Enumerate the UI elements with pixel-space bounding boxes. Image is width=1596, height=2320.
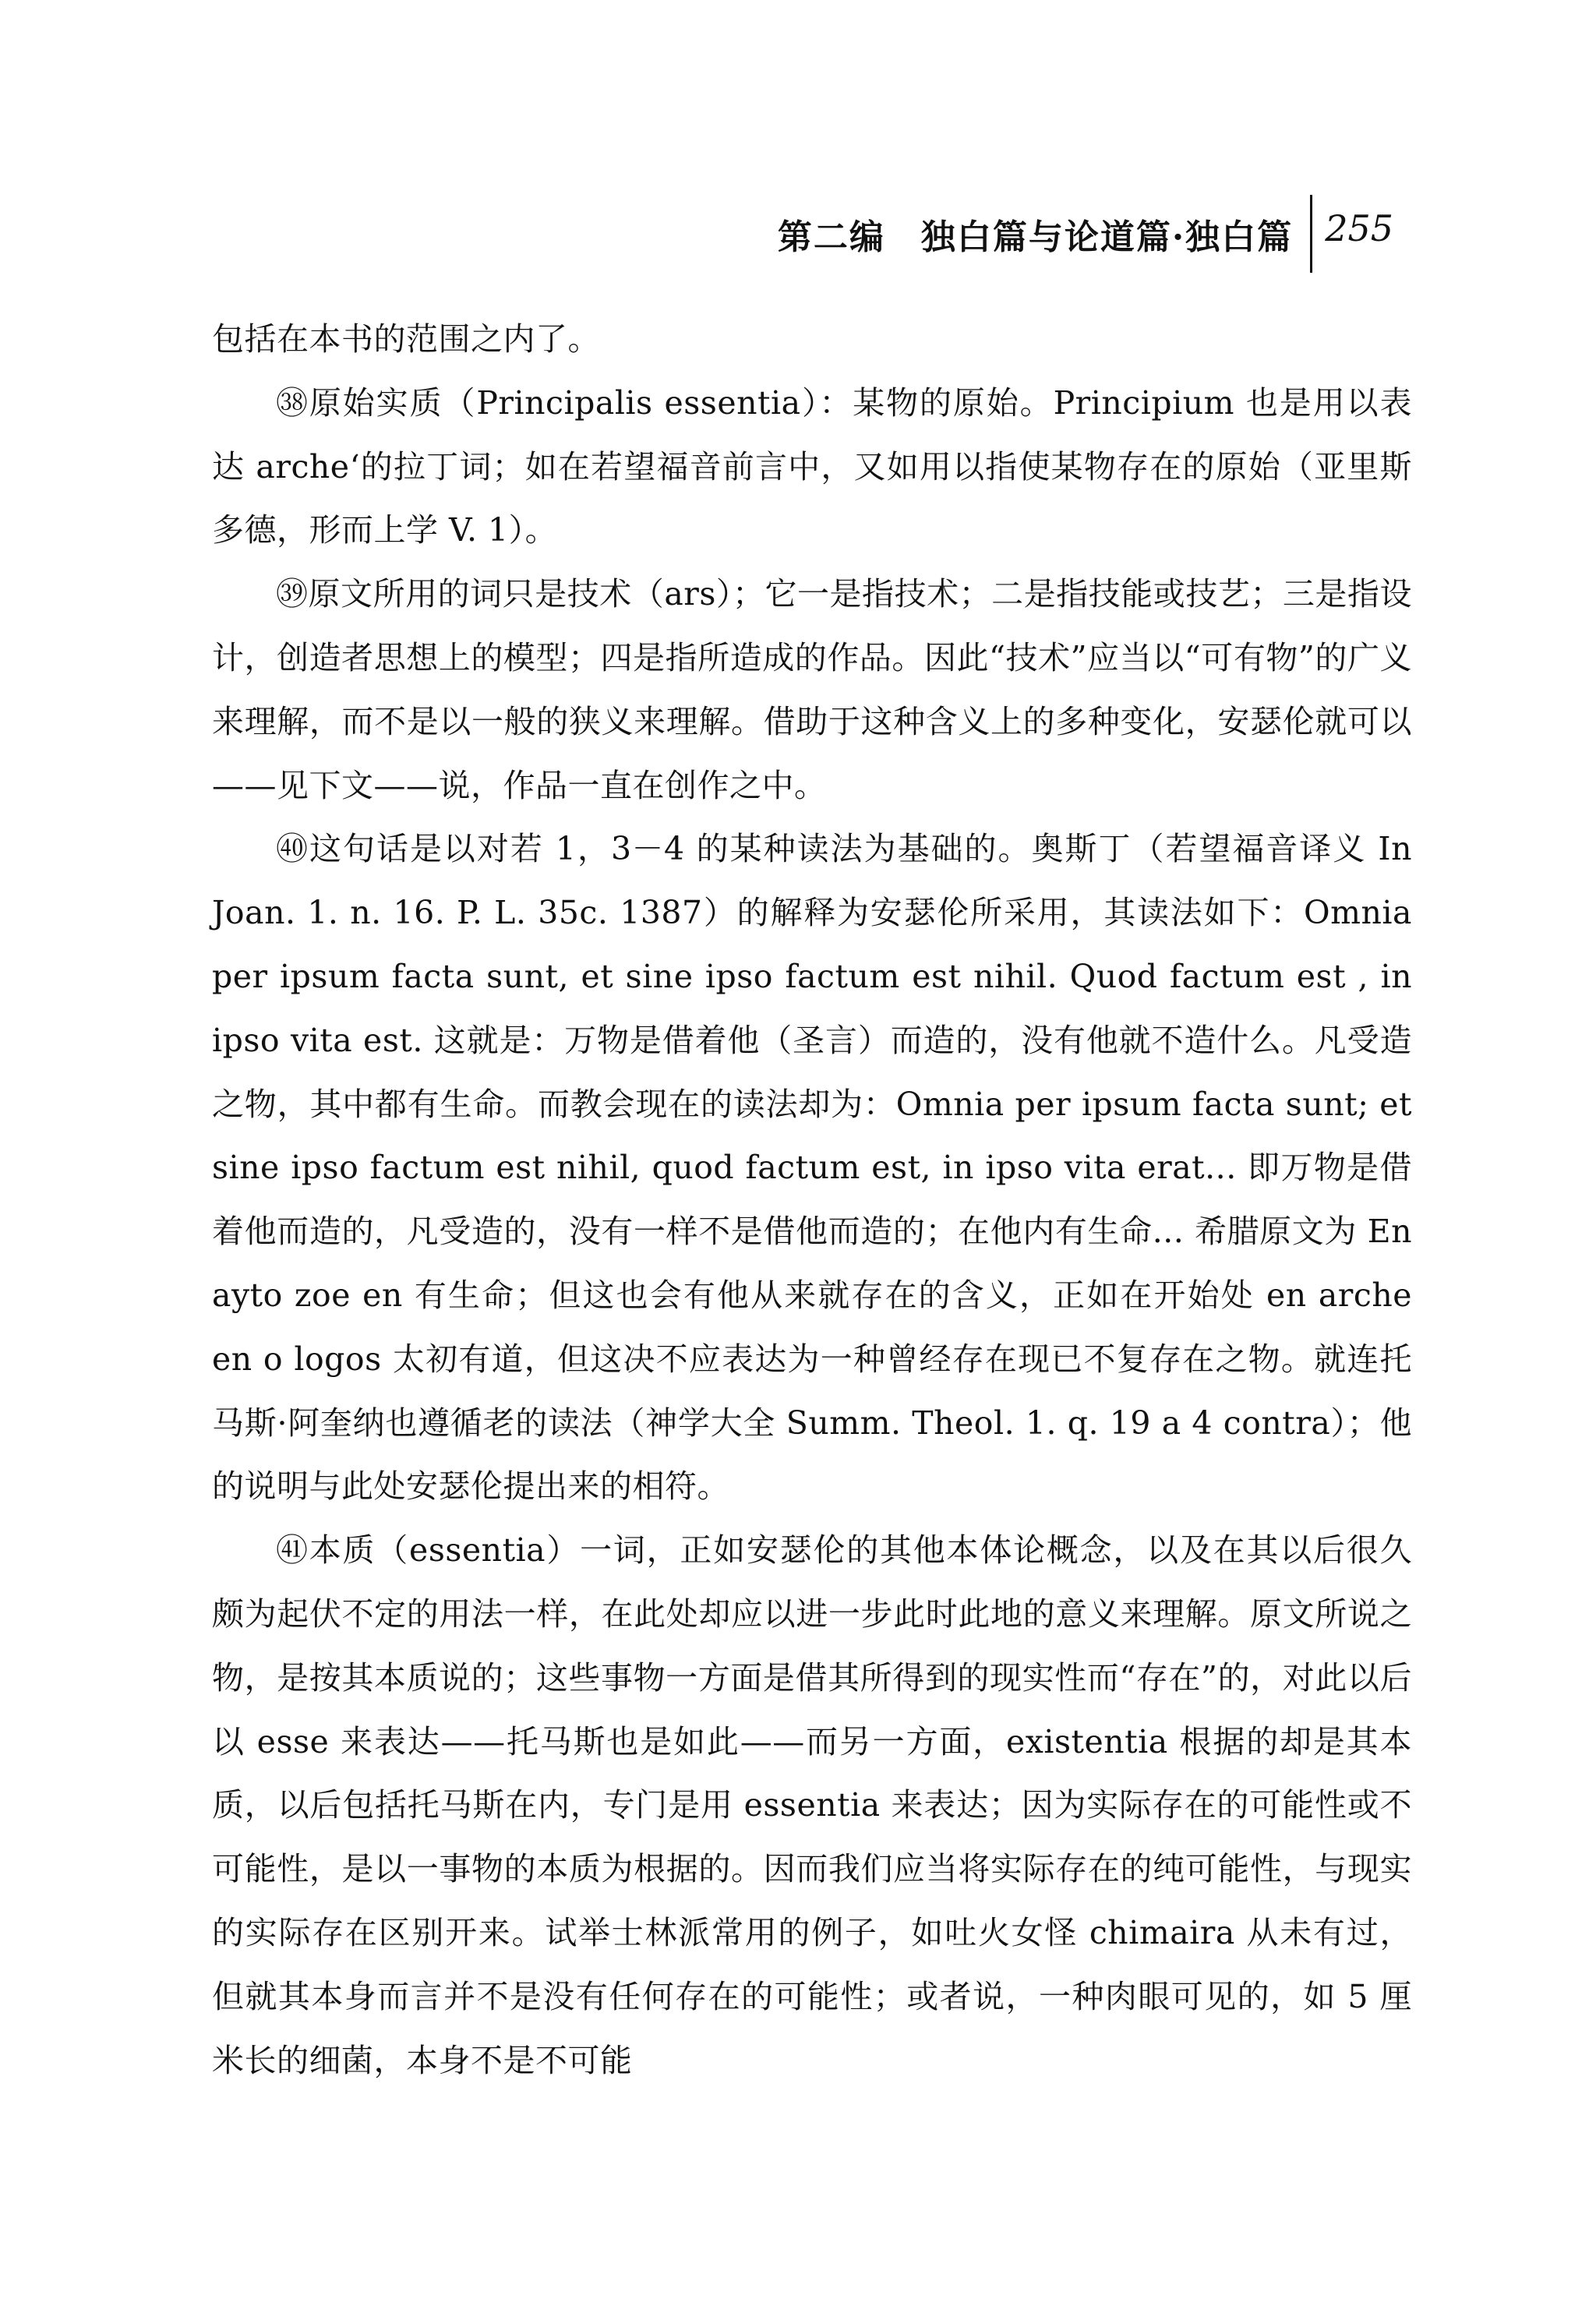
note-39: ㊴原文所用的词只是技术（ars）；它一是指技术；二是指技能或技艺；三是指设计，创造者思想上的模型；四是指所造成的作品。因此“技术”应当以“可有物”的广义来理解，而不是以一般的狭义来理解。借助于这种含义上的多种变化，安瑟伦就可以——见下文——说，作品一直在创作之中。 — [212, 575, 1412, 804]
note-38: ㊳原始实质（Principalis essentia）：某物的原始。Principium 也是用以表达 arche‘的拉丁词；如在若望福音前言中，又如用以指使某物存在的原始（亚里斯多德，形而上学 V. 1）。 — [212, 383, 1412, 549]
note-40: ㊵这句话是以对若 1，3－4 的某种读法为基础的。奥斯丁（若望福音译义 In Joan. 1. n. 16. P. L. 35c. 1387）的解释为安瑟伦所采用，其读法如下：Omnia per ipsum facta sunt, et sine ipso factum est nihil. Quod factum est , in ipso vita est. 这就是：万物是借着他（圣言）而造的，没有他就不造什么。凡受造之物，其中都有生命。而教会现在的读法却为：Omnia per ipsum facta sunt; et sine ipso factum est nihil, quod factum est, in ipso vita erat... 即万物是借着他而造的，凡受造的，没有一样不是借他而造的；在他内有生命... 希腊原文为 En ayto zoe en 有生命；但这也会有他从来就存在的含义，正如在开始处 en arche en o logos 太初有道，但这决不应表达为一种曾经存在现已不复存在之物。就连托马斯·阿奎纳也遵循老的读法（神学大全 Summ. Theol. 1. q. 19 a 4 contra）；他的说明与此处安瑟伦提出来的相符。 — [212, 830, 1412, 1506]
body-text — [212, 308, 1412, 2092]
continuation-paragraph: 包括在本书的范围之内了。 — [212, 320, 600, 358]
note-41: ㊶本质（essentia）一词，正如安瑟伦的其他本体论概念，以及在其以后很久颇为起伏不定的用法一样，在此处却应以进一步此时此地的意义来理解。原文所说之物，是按其本质说的；这些事物一方面是借其所得到的现实性而“存在”的，对此以后以 esse 来表达——托马斯也是如此——而另一方面，existentia 根据的却是其本质，以后包括托马斯在内，专门是用 essentia 来表达；因为实际存在的可能性或不可能性，是以一事物的本质为根据的。因而我们应当将实际存在的纯可能性，与现实的实际存在区别开来。试举士林派常用的例子，如吐火女怪 chimaira 从未有过，但就其本身而言并不是没有任何存在的可能性；或者说，一种肉眼可见的，如 5 厘米长的细菌，本身不是不可能 — [212, 1531, 1412, 2079]
running-header — [778, 195, 1393, 273]
page-number: 255 — [1325, 207, 1393, 249]
section-title: 第二编 独白篇与论道篇·独白篇 — [777, 217, 1294, 257]
